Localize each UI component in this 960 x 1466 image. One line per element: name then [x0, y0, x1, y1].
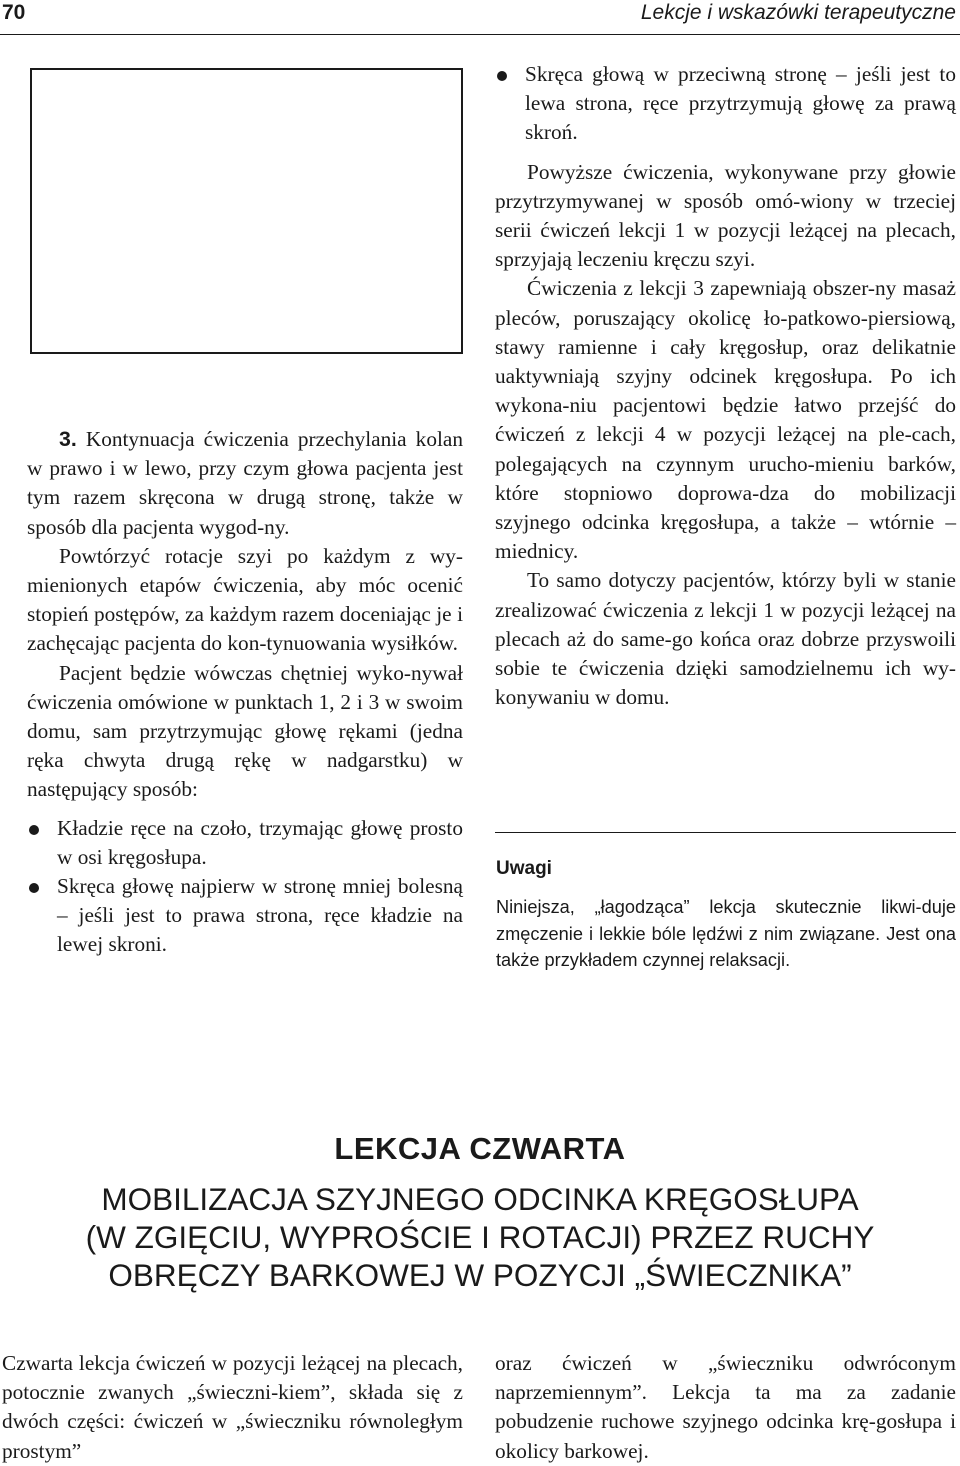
lesson-subtitle-line: OBRĘCZY BARKOWEJ W POZYCJI „ŚWIECZNIKA” [108, 1257, 852, 1293]
left-paragraph-2: Powtórzyć rotacje szyi po każdym z wy-mienionych etapów ćwiczenia, aby móc ocenić stopień postępów, za każdym razem doceniając je i zachęcając pacjenta do kon-tynuowania wysiłków. [27, 543, 463, 656]
left-bullet-list [27, 814, 463, 960]
bullet-item: Skręca głowę najpierw w stronę mniej bolesną – jeśli jest to prawa strona, ręce kładzie na lewej skroni. [27, 872, 463, 960]
lesson-subtitle-line: MOBILIZACJA SZYJNEGO ODCINKA KRĘGOSŁUPA [101, 1181, 859, 1217]
item-3-text: Kontynuacja ćwiczenia przechylania kolan w prawo i w lewo, przy czym głowa pacjenta jest tym razem skręcona w drugą stronę, także w sposób dla pacjenta wygod-ny. [27, 427, 463, 539]
figure-frame [30, 68, 463, 354]
bottom-left-paragraph: Czwarta lekcja ćwiczeń w pozycji leżącej na plecach, potocznie zwanych „świeczni-kiem”, składa się z dwóch części: ćwiczeń w „świeczniku równoległym prostym” [2, 1351, 463, 1463]
bottom-left-column [2, 1349, 463, 1466]
notes-title: Uwagi [496, 858, 552, 879]
right-bullet-list [495, 60, 956, 148]
bullet-item: Kładzie ręce na czoło, trzymając głowę prosto w osi kręgosłupa. [27, 814, 463, 872]
bottom-right-paragraph: oraz ćwiczeń w „świeczniku odwróconym naprzemiennym”. Lekcja ta ma za zadanie pobudzenie ruchowe szyjnego odcinka krę-gosłupa i okolicy barkowej. [495, 1351, 956, 1463]
lesson-title: LEKCJA CZWARTA [334, 1131, 626, 1166]
item-number: 3. [59, 427, 77, 451]
right-paragraph-2: Ćwiczenia z lekcji 3 zapewniają obszer-ny masaż pleców, poruszający okolicę ło-patkowo-piersiową, stawy ramienne i cały kręgosłup, oraz delikatnie uaktywniają szyjny odcinek kręgosłupa. Po ich wykona-niu pacjentowi będzie łatwo przejść do ćwiczeń z lekcji 4 w pozycji leżącej na ple-cach, polegających na czynnym urucho-mieniu barków, które stopniowo doprowa-dza do mobilizacji szyjnego odcinka kręgosłupa, a także – wtórnie – miednicy. [495, 276, 956, 564]
bottom-right-column [495, 1349, 956, 1466]
right-column [495, 60, 956, 712]
running-title: Lekcje i wskazówki terapeutyczne [640, 1, 956, 24]
notes-rule [495, 832, 956, 833]
notes-text: Niniejsza, „łagodząca” lekcja skutecznie likwi-duje zmęczenie i lekkie bóle lędźwi z nim związane. Jest ona także przykładem czynnej relaksacji. [496, 897, 956, 971]
page-number: 70 [2, 1, 26, 24]
right-paragraph-1: Powyższe ćwiczenia, wykonywane przy głowie przytrzymywanej w sposób omó-wiony w trzeciej serii ćwiczeń lekcji 1 w pozycji leżącej na plecach, sprzyjają leczeniu kręczu szyi. [495, 159, 956, 272]
header-rule [0, 34, 960, 35]
lesson-subtitle [0, 1180, 960, 1294]
lesson-subtitle-line: (W ZGIĘCIU, WYPROŚCIE I ROTACJI) PRZEZ RUCHY [85, 1219, 875, 1255]
right-paragraph-3: To samo dotyczy pacjentów, którzy byli w stanie zrealizować ćwiczenia z lekcji 1 w pozycji leżącej na plecach aż do same-go końca oraz dobrze przyswoili sobie te ćwiczenia dzięki samodzielnemu ich wy-konywaniu w domu. [495, 568, 956, 710]
item-3-paragraph [27, 425, 463, 542]
left-paragraph-3: Pacjent będzie wówczas chętniej wyko-nywał ćwiczenia omówione w punktach 1, 2 i 3 w swoim domu, sam przytrzymując głowę rękami (jedna ręka chwyta drugą rękę w nadgarstku) w następujący sposób: [27, 660, 463, 802]
bullet-item: Skręca głową w przeciwną stronę – jeśli jest to lewa strona, ręce przytrzymują głowę za prawą skroń. [495, 60, 956, 148]
left-column [27, 425, 463, 960]
